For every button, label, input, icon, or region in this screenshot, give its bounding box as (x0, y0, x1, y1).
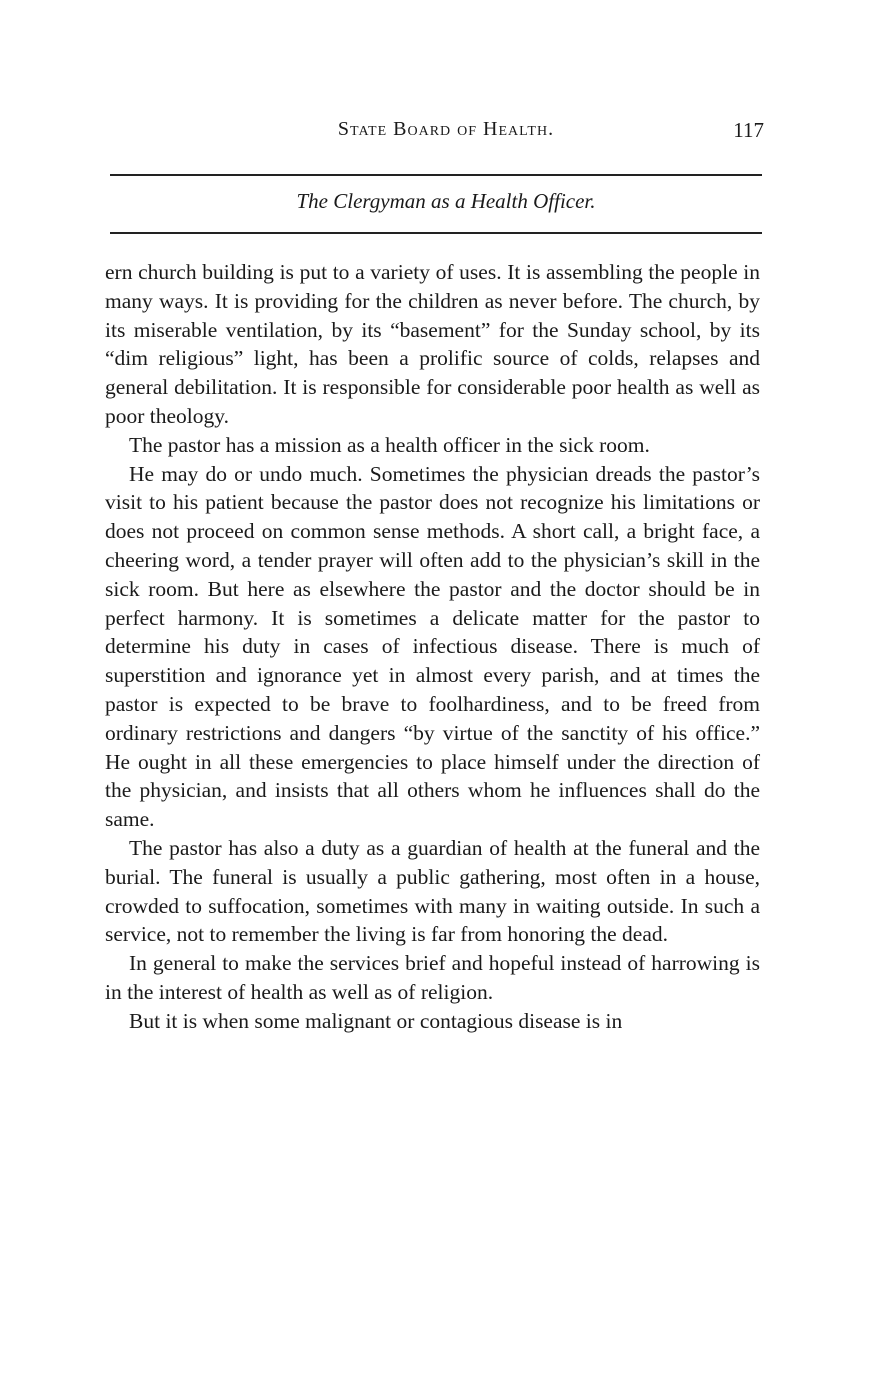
paragraph: The pastor has also a duty as a guardian of health at the funeral and the burial. The funeral is usually a public gathering, most often in a house, crowded to suffocation, sometimes with many in waiting outside. In such a service, not to remember the living is far from honoring the dead. (105, 835, 760, 947)
body-text (105, 258, 760, 1036)
header-rule-top (110, 174, 762, 176)
page-number: 117 (733, 118, 764, 142)
paragraph: But it is when some malignant or contagious disease is in (129, 1008, 623, 1033)
section-title: The Clergyman as a Health Officer. (296, 189, 596, 213)
paragraph: In general to make the services brief and hopeful instead of harrowing is in the interest of health as well as of religion. (105, 951, 760, 1004)
paragraph: The pastor has a mission as a health officer in the sick room. (129, 432, 650, 457)
paragraph: ern church building is put to a variety of uses. It is assembling the people in many ways. It is providing for the children as never before. The church, by its miserable ventilation, by its “basement” for the Sunday school, by its “dim religious” light, has been a prolific source of colds, relapses and general debilitation. It is responsible for considerable poor health as well as poor theology. (105, 260, 760, 428)
running-title: State Board of Health. (337, 118, 555, 140)
paragraph: He may do or undo much. Sometimes the physician dreads the pastor’s visit to his patient because the pastor does not recognize his limitations or does not proceed on common sense methods. A short call, a bright face, a cheering word, a tender prayer will often add to the physician’s skill in the sick room. But here as elsewhere the pastor and the doctor should be in perfect harmony. It is sometimes a delicate matter for the pastor to determine his duty in cases of infectious disease. There is much of superstition and ignorance yet in almost every parish, and at times the pastor is expected to be brave to foolhardiness, and to be freed from ordinary restrictions and dangers “by virtue of the sanctity of his office.” He ought in all these emergencies to place himself under the direction of the physician, and insists that all others whom he influences shall do the same. (105, 461, 760, 832)
running-head (108, 118, 764, 144)
header-rule-bottom (110, 232, 762, 234)
